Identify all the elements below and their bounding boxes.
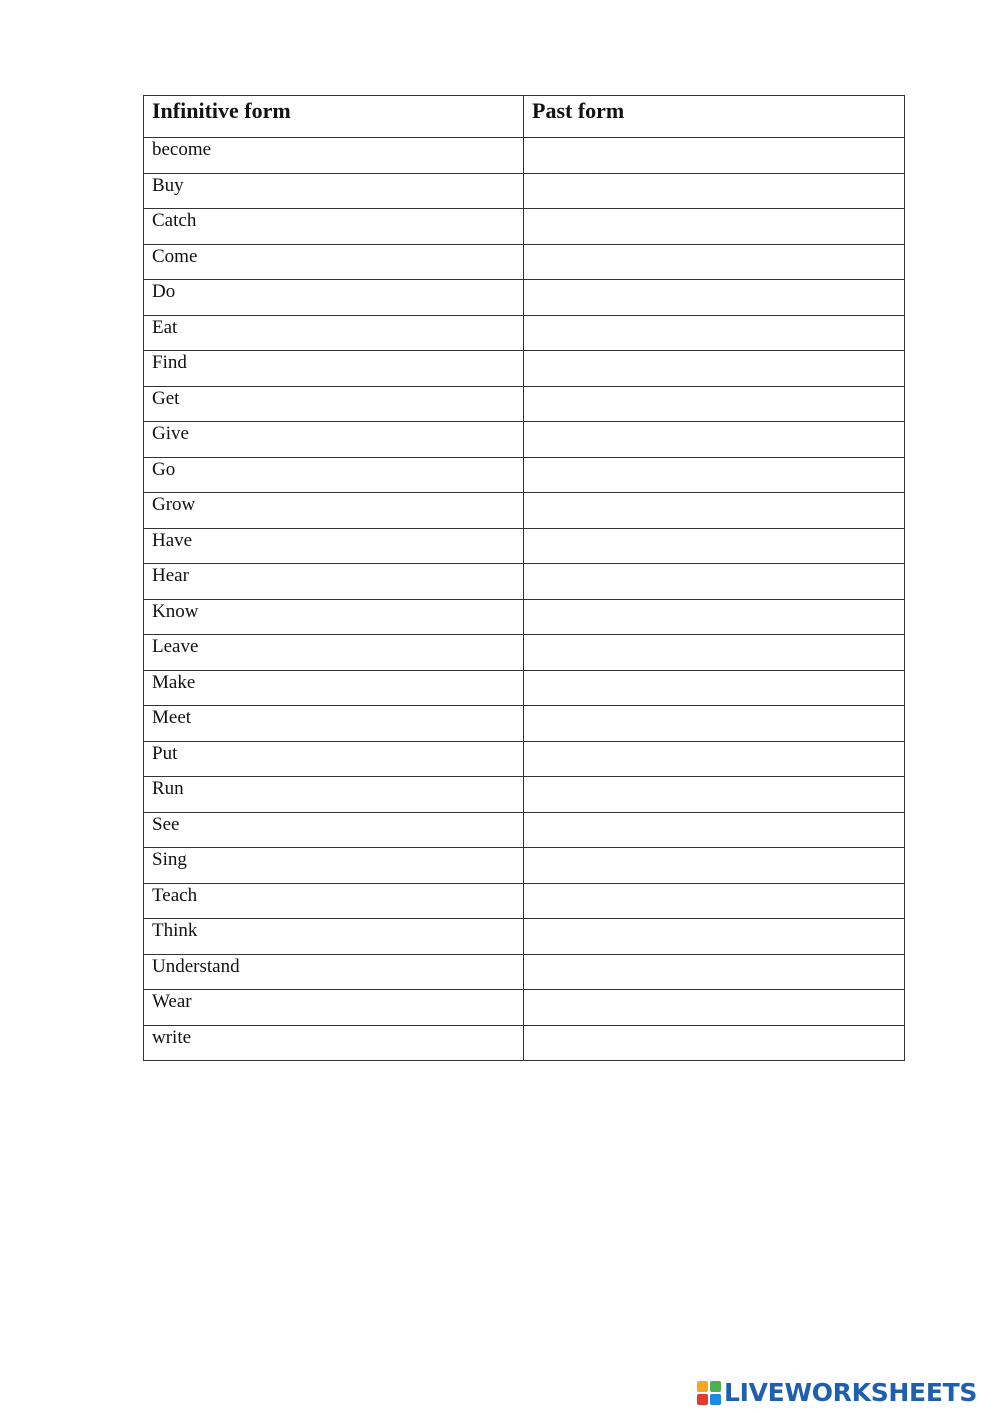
infinitive-cell: Make [144,670,524,706]
past-form-cell [524,280,905,316]
past-form-cell [524,741,905,777]
infinitive-cell: write [144,1025,524,1061]
table-row [144,280,905,316]
table-row [144,138,905,174]
past-form-input[interactable] [532,139,896,169]
past-form-input[interactable] [532,636,896,666]
infinitive-cell: Hear [144,564,524,600]
table-row [144,777,905,813]
brand-name: LIVEWORKSHEETS [724,1378,978,1407]
past-form-input[interactable] [532,388,896,418]
infinitive-cell: Put [144,741,524,777]
past-form-input[interactable] [532,565,896,595]
infinitive-cell: See [144,812,524,848]
past-form-input[interactable] [532,246,896,276]
table-row [144,528,905,564]
past-form-input[interactable] [532,601,896,631]
past-form-cell [524,777,905,813]
header-row [144,96,905,138]
past-form-cell [524,315,905,351]
past-form-cell [524,244,905,280]
table-row [144,493,905,529]
past-form-input[interactable] [532,423,896,453]
table-row [144,919,905,955]
past-form-cell [524,138,905,174]
past-form-input[interactable] [532,530,896,560]
table-row [144,351,905,387]
past-form-cell [524,812,905,848]
past-form-input[interactable] [532,849,896,879]
table-row [144,741,905,777]
past-form-input[interactable] [532,459,896,489]
infinitive-form-header: Infinitive form [144,96,524,138]
infinitive-cell: Give [144,422,524,458]
table-row [144,990,905,1026]
table-row [144,564,905,600]
logo-square-1 [697,1381,708,1392]
infinitive-cell: Leave [144,635,524,671]
past-form-input[interactable] [532,920,896,950]
table-row [144,848,905,884]
past-form-cell [524,173,905,209]
past-form-cell [524,670,905,706]
past-form-input[interactable] [532,778,896,808]
past-form-cell [524,883,905,919]
logo-square-2 [710,1381,721,1392]
table-row [144,209,905,245]
table-row [144,1025,905,1061]
infinitive-cell: Grow [144,493,524,529]
table-row [144,812,905,848]
table-row [144,954,905,990]
infinitive-cell: become [144,138,524,174]
table-row [144,706,905,742]
past-form-cell [524,209,905,245]
logo-square-4 [710,1394,721,1405]
past-form-cell [524,422,905,458]
past-form-input[interactable] [532,317,896,347]
infinitive-cell: Do [144,280,524,316]
table-row [144,386,905,422]
past-form-input[interactable] [532,494,896,524]
past-form-cell [524,599,905,635]
past-form-cell [524,351,905,387]
past-form-input[interactable] [532,1027,896,1057]
past-form-cell [524,990,905,1026]
table-row [144,599,905,635]
infinitive-cell: Teach [144,883,524,919]
past-form-input[interactable] [532,956,896,986]
past-form-input[interactable] [532,814,896,844]
table-row [144,315,905,351]
past-form-cell [524,954,905,990]
past-form-input[interactable] [532,885,896,915]
past-form-cell [524,848,905,884]
past-form-cell [524,635,905,671]
infinitive-cell: Know [144,599,524,635]
infinitive-cell: Think [144,919,524,955]
infinitive-cell: Get [144,386,524,422]
liveworksheets-logo-icon [697,1381,721,1405]
table-row [144,422,905,458]
infinitive-cell: Understand [144,954,524,990]
past-form-input[interactable] [532,707,896,737]
infinitive-cell: Meet [144,706,524,742]
past-form-cell [524,528,905,564]
table-row [144,635,905,671]
table-row [144,670,905,706]
past-form-input[interactable] [532,175,896,205]
table-row [144,173,905,209]
past-form-cell [524,457,905,493]
table-row [144,457,905,493]
infinitive-cell: Catch [144,209,524,245]
infinitive-cell: Wear [144,990,524,1026]
logo-square-3 [697,1394,708,1405]
past-form-cell [524,564,905,600]
liveworksheets-brand [697,1378,977,1408]
verb-rows [144,138,905,1061]
infinitive-cell: Buy [144,173,524,209]
infinitive-cell: Run [144,777,524,813]
infinitive-cell: Go [144,457,524,493]
infinitive-cell: Find [144,351,524,387]
past-form-input[interactable] [532,672,896,702]
past-form-header: Past form [524,96,905,138]
infinitive-cell: Have [144,528,524,564]
past-form-cell [524,1025,905,1061]
past-form-input[interactable] [532,743,896,773]
past-form-cell [524,919,905,955]
past-form-input[interactable] [532,352,896,382]
infinitive-cell: Come [144,244,524,280]
past-form-input[interactable] [532,281,896,311]
past-form-cell [524,386,905,422]
table-row [144,244,905,280]
past-form-cell [524,493,905,529]
past-form-input[interactable] [532,210,896,240]
infinitive-cell: Eat [144,315,524,351]
past-form-cell [524,706,905,742]
infinitive-cell: Sing [144,848,524,884]
table-row [144,883,905,919]
past-form-input[interactable] [532,991,896,1021]
verb-forms-table [143,95,905,1061]
